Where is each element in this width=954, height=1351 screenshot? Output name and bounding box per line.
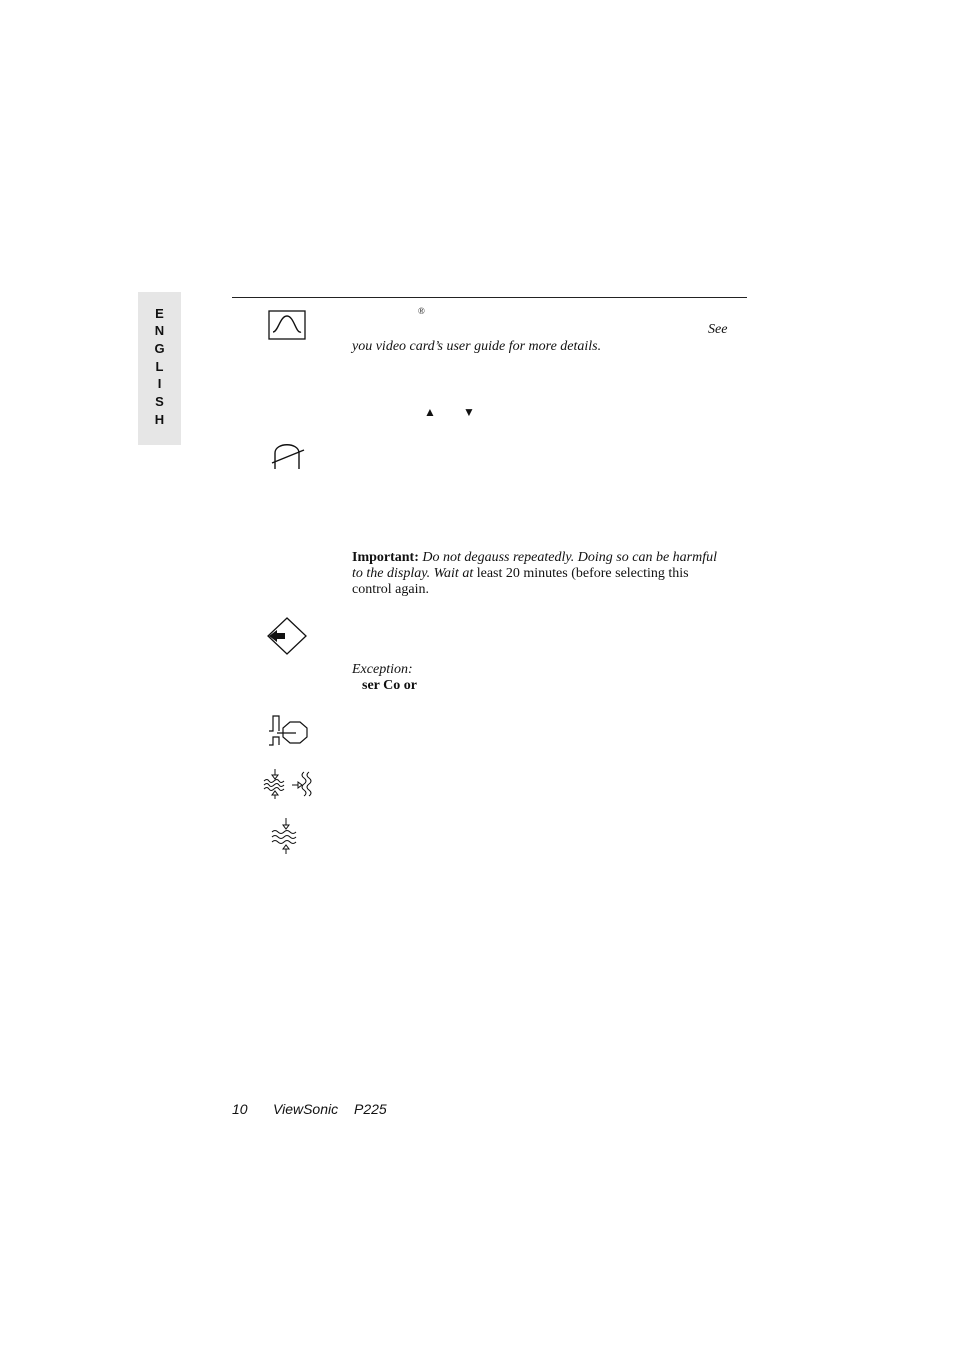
footer-model: P225 xyxy=(354,1101,387,1117)
arrow-down-icon: ▼ xyxy=(463,405,475,419)
moire-vertical-icon xyxy=(268,817,304,855)
important-warning: Do not degauss repeatedly. Doing so can be harmful xyxy=(422,550,718,565)
return-arrow-icon xyxy=(266,616,308,656)
language-letter: L xyxy=(155,359,164,374)
see-text: See xyxy=(708,322,728,337)
page-number: 10 xyxy=(232,1101,248,1117)
important-label: Important: xyxy=(352,550,419,565)
degauss-icon xyxy=(270,439,306,471)
exception-label: Exception: xyxy=(352,662,413,677)
exception-bold-text: ser Co or xyxy=(362,678,417,693)
important-line-1 xyxy=(352,550,742,566)
important-line-2-rest: least 20 minutes (before selecting this xyxy=(473,566,689,581)
footer-brand: ViewSonic xyxy=(273,1101,339,1117)
moire-horizontal-icon xyxy=(262,768,314,800)
section-divider xyxy=(232,297,747,298)
important-line-2 xyxy=(352,566,742,582)
arrow-up-icon: ▲ xyxy=(424,405,436,419)
language-letter: G xyxy=(154,341,165,356)
language-letter: N xyxy=(154,323,165,338)
signal-wave-icon xyxy=(268,310,306,340)
language-letter: H xyxy=(154,412,165,427)
language-letter: I xyxy=(157,376,162,391)
video-card-note: you video card’s user guide for more details. xyxy=(352,339,602,354)
important-line-2-italic: to the display. Wait at xyxy=(352,566,474,581)
sync-signal-icon xyxy=(266,713,310,747)
registered-mark: ® xyxy=(418,306,425,316)
language-letter: S xyxy=(155,394,164,409)
language-letter: E xyxy=(155,306,164,321)
language-tab xyxy=(138,292,181,445)
important-line-3: control again. xyxy=(352,582,429,597)
